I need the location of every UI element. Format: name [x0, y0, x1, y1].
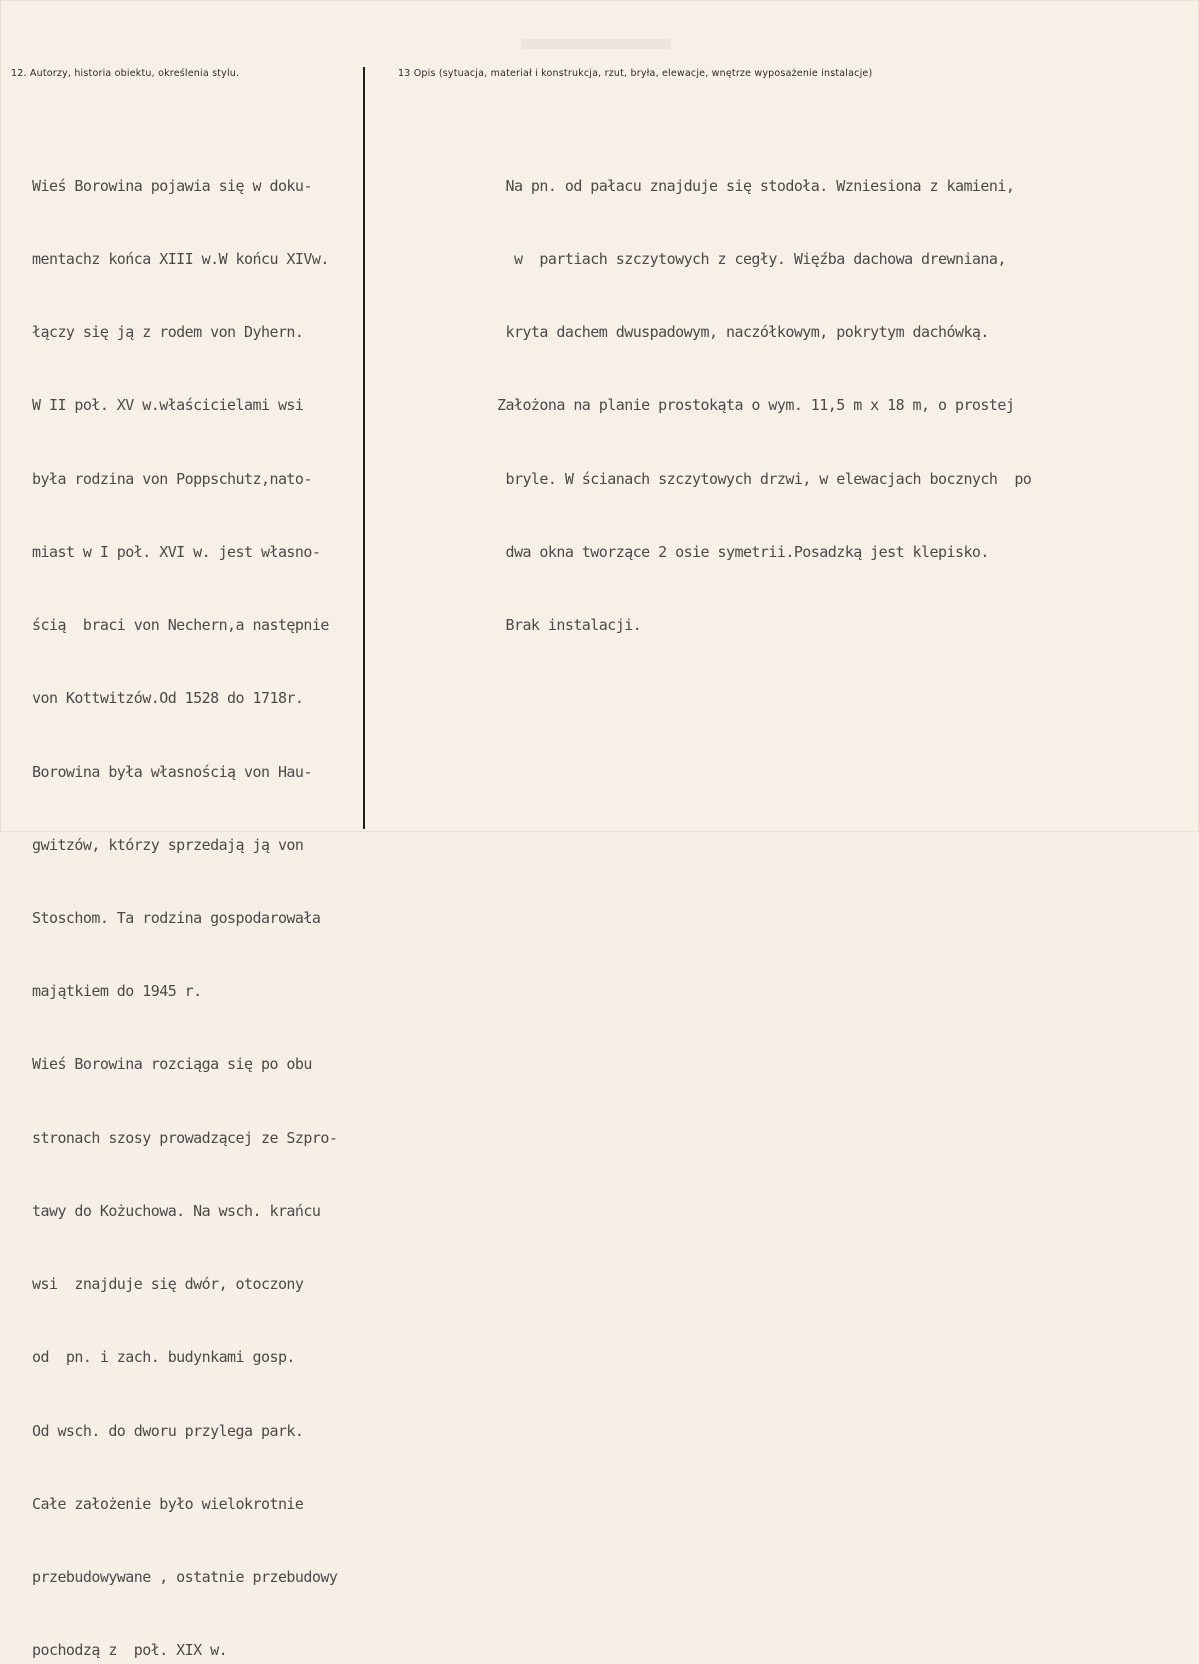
text-line: Na pn. od pałacu znajduje się stodoła. Wzniesiona z kamieni,: [497, 176, 1015, 195]
text-line: gwitzów, którzy sprzedają ją von: [32, 835, 304, 854]
text-line: Założona na planie prostokąta o wym. 11,5 m x 18 m, o prostej: [497, 396, 1015, 415]
column-divider: [363, 67, 365, 829]
text-line: kryta dachem dwuspadowym, naczółkowym, pokrytym dachówką.: [497, 323, 989, 342]
text-line: tawy do Kożuchowa. Na wsch. krańcu: [32, 1201, 321, 1220]
text-line: Brak instalacji.: [497, 616, 642, 635]
text-line: Całe założenie było wielokrotnie: [32, 1494, 304, 1513]
text-line: łączy się ją z rodem von Dyhern.: [32, 323, 304, 342]
text-line: Wieś Borowina pojawia się w doku-: [32, 176, 312, 195]
text-line: od pn. i zach. budynkami gosp.: [32, 1348, 295, 1367]
text-line: W II poł. XV w.właścicielami wsi: [32, 396, 304, 415]
text-line: mentachz końca XIII w.W końcu XIVw.: [32, 250, 329, 269]
text-line: bryle. W ścianach szczytowych drzwi, w elewacjach bocznych po: [497, 469, 1032, 488]
text-line: Stoschom. Ta rodzina gospodarowała: [32, 909, 321, 927]
text-line: Borowina była własnością von Hau-: [32, 762, 312, 781]
text-line: dwa okna tworzące 2 osie symetrii.Posadzką jest klepisko.: [497, 542, 989, 561]
field-13-label: 13 Opis (sytuacja, materiał i konstrukcja, rzut, bryła, elewacje, wnętrze wyposażenie instalacje): [398, 68, 873, 79]
text-line: Od wsch. do dworu przylega park.: [32, 1421, 304, 1440]
text-line: przebudowywane , ostatnie przebudowy: [32, 1567, 338, 1586]
text-line: była rodzina von Poppschutz,nato-: [32, 469, 312, 488]
field-13-text: [497, 125, 1031, 686]
text-line: ścią braci von Nechern,a następnie: [32, 616, 329, 635]
text-line: von Kottwitzów.Od 1528 do 1718r.: [32, 689, 304, 708]
faint-stamp-mark: [521, 39, 671, 49]
text-line: Wieś Borowina rozciąga się po obu: [32, 1055, 312, 1074]
text-line: miast w I poł. XVI w. jest własno-: [32, 542, 321, 561]
text-line: majątkiem do 1945 r.: [32, 982, 202, 1001]
field-12-label: 12. Autorzy, historia obiektu, określenia stylu.: [11, 68, 240, 79]
text-line: pochodzą z poł. XIX w.: [32, 1641, 228, 1660]
text-line: stronach szosy prowadzącej ze Szpro-: [32, 1128, 338, 1147]
field-12-text: [32, 125, 337, 1664]
text-line: w partiach szczytowych z cegły. Więźba dachowa drewniana,: [497, 250, 1006, 269]
text-line: wsi znajduje się dwór, otoczony: [32, 1275, 304, 1294]
